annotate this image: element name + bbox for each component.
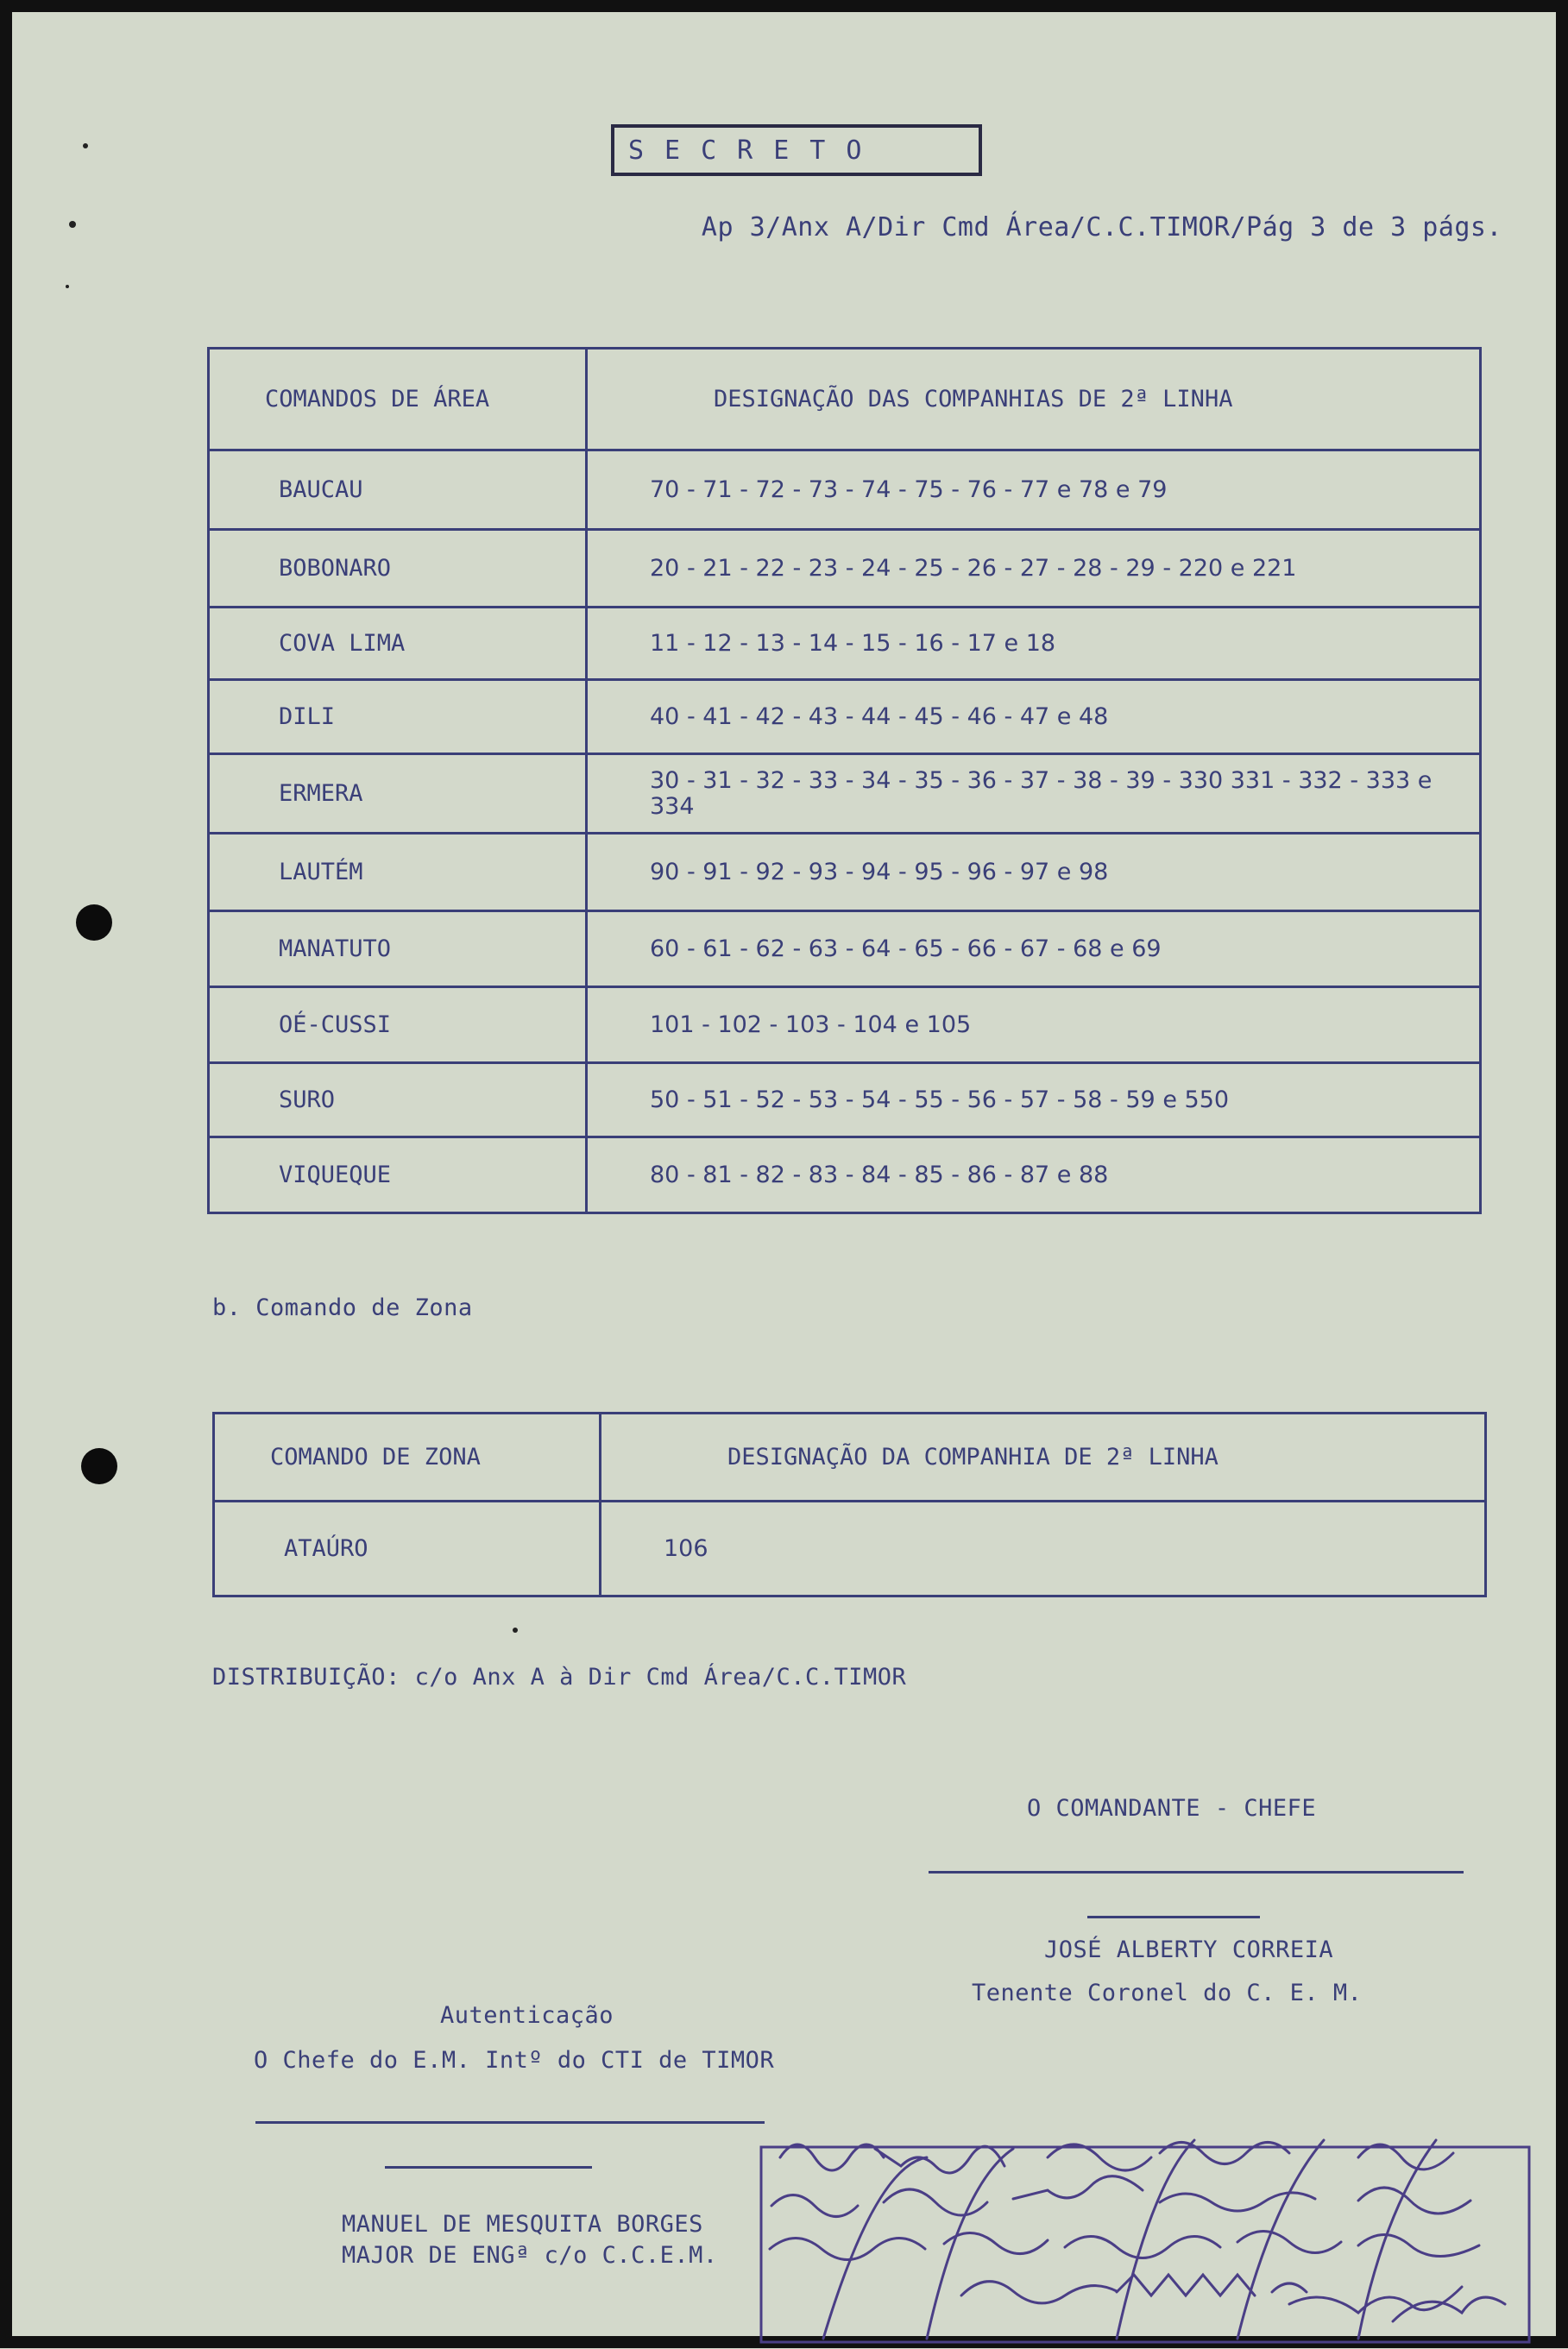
table-row — [209, 608, 1481, 680]
table-header-row — [214, 1414, 1486, 1502]
companies-cell: 80 - 81 - 82 - 83 - 84 - 85 - 86 - 87 e 88 — [587, 1137, 1481, 1213]
header-designation: DESIGNAÇÃO DA COMPANHIA DE 2ª LINHA — [601, 1414, 1486, 1502]
signature-line — [929, 1871, 1464, 1874]
authentication-signature-line — [255, 2121, 765, 2124]
header-zone: COMANDO DE ZONA — [214, 1414, 601, 1502]
header-designation: DESIGNAÇÃO DAS COMPANHIAS DE 2ª LINHA — [587, 349, 1481, 450]
commander-title: O COMANDANTE - CHEFE — [1027, 1795, 1317, 1822]
companies-cell: 70 - 71 - 72 - 73 - 74 - 75 - 76 - 77 e 78 e 79 — [587, 450, 1481, 530]
area-cell: COVA LIMA — [209, 608, 587, 680]
speck — [513, 1628, 518, 1633]
area-cell: DILI — [209, 680, 587, 754]
table-row — [209, 530, 1481, 608]
area-cell: MANATUTO — [209, 911, 587, 987]
authentication-name: MANUEL DE MESQUITA BORGES — [342, 2211, 703, 2238]
page-reference: Ap 3/Anx A/Dir Cmd Área/C.C.TIMOR/Pág 3 de 3 págs. — [701, 212, 1502, 242]
header-area: COMANDOS DE ÁREA — [209, 349, 587, 450]
classification-box: SECRETO — [611, 124, 982, 176]
handwritten-note-stamp — [754, 2123, 1536, 2349]
table-row — [209, 911, 1481, 987]
table-row — [209, 834, 1481, 911]
punch-hole-top — [76, 904, 112, 941]
companies-cell — [587, 754, 1481, 834]
commander-rank: Tenente Coronel do C. E. M. — [972, 1980, 1363, 2006]
companies-cell: 50 - 51 - 52 - 53 - 54 - 55 - 56 - 57 - 58 - 59 e 550 — [587, 1063, 1481, 1137]
table-row — [209, 1137, 1481, 1213]
table-header-row — [209, 349, 1481, 450]
authentication-rank: MAJOR DE ENGª c/o C.C.E.M. — [342, 2242, 718, 2269]
section-b-heading: b. Comando de Zona — [212, 1294, 473, 1321]
authentication-label: Autenticação — [440, 2002, 614, 2029]
table-row — [214, 1502, 1486, 1596]
signature-underline — [1087, 1916, 1260, 1918]
punch-hole-bottom — [81, 1448, 117, 1484]
companies-cell — [587, 530, 1481, 608]
authentication-underline — [385, 2166, 592, 2169]
speck — [69, 221, 76, 228]
zone-cell: ATAÚRO — [214, 1502, 601, 1596]
companies-cell: 40 - 41 - 42 - 43 - 44 - 45 - 46 - 47 e 48 — [587, 680, 1481, 754]
authentication-role: O Chefe do E.M. Intº do CTI de TIMOR — [254, 2047, 775, 2074]
table-row — [209, 754, 1481, 834]
area-cell: BOBONARO — [209, 530, 587, 608]
companies-cell: 90 - 91 - 92 - 93 - 94 - 95 - 96 - 97 e 98 — [587, 834, 1481, 911]
area-commands-table — [207, 347, 1482, 1214]
table-row — [209, 1063, 1481, 1137]
zone-command-table — [212, 1412, 1487, 1597]
companies-cell: 106 — [601, 1502, 1486, 1596]
speck — [66, 285, 69, 288]
area-cell: ERMERA — [209, 754, 587, 834]
speck — [83, 143, 88, 148]
area-cell: LAUTÉM — [209, 834, 587, 911]
area-cell: OÉ-CUSSI — [209, 987, 587, 1063]
area-cell: VIQUEQUE — [209, 1137, 587, 1213]
companies-cell: 11 - 12 - 13 - 14 - 15 - 16 - 17 e 18 — [587, 608, 1481, 680]
area-cell: BAUCAU — [209, 450, 587, 530]
table-row — [209, 450, 1481, 530]
area-cell: SURO — [209, 1063, 587, 1137]
commander-name: JOSÉ ALBERTY CORREIA — [1044, 1937, 1334, 1963]
companies-text: 20 - 21 - 22 - 23 - 24 - 25 - 26 - 27 - 28 - 29 - 220 e 221 — [650, 554, 1297, 582]
companies-cell: 101 - 102 - 103 - 104 e 105 — [587, 987, 1481, 1063]
companies-text: 30 - 31 - 32 - 33 - 34 - 35 - 36 - 37 - 38 - 39 - 330 331 - 332 - 333 e 334 — [650, 766, 1433, 820]
table-row — [209, 680, 1481, 754]
table-row — [209, 987, 1481, 1063]
companies-cell: 60 - 61 - 62 - 63 - 64 - 65 - 66 - 67 - 68 e 69 — [587, 911, 1481, 987]
distribution-line: DISTRIBUIÇÃO: c/o Anx A à Dir Cmd Área/C.C.TIMOR — [212, 1664, 907, 1691]
